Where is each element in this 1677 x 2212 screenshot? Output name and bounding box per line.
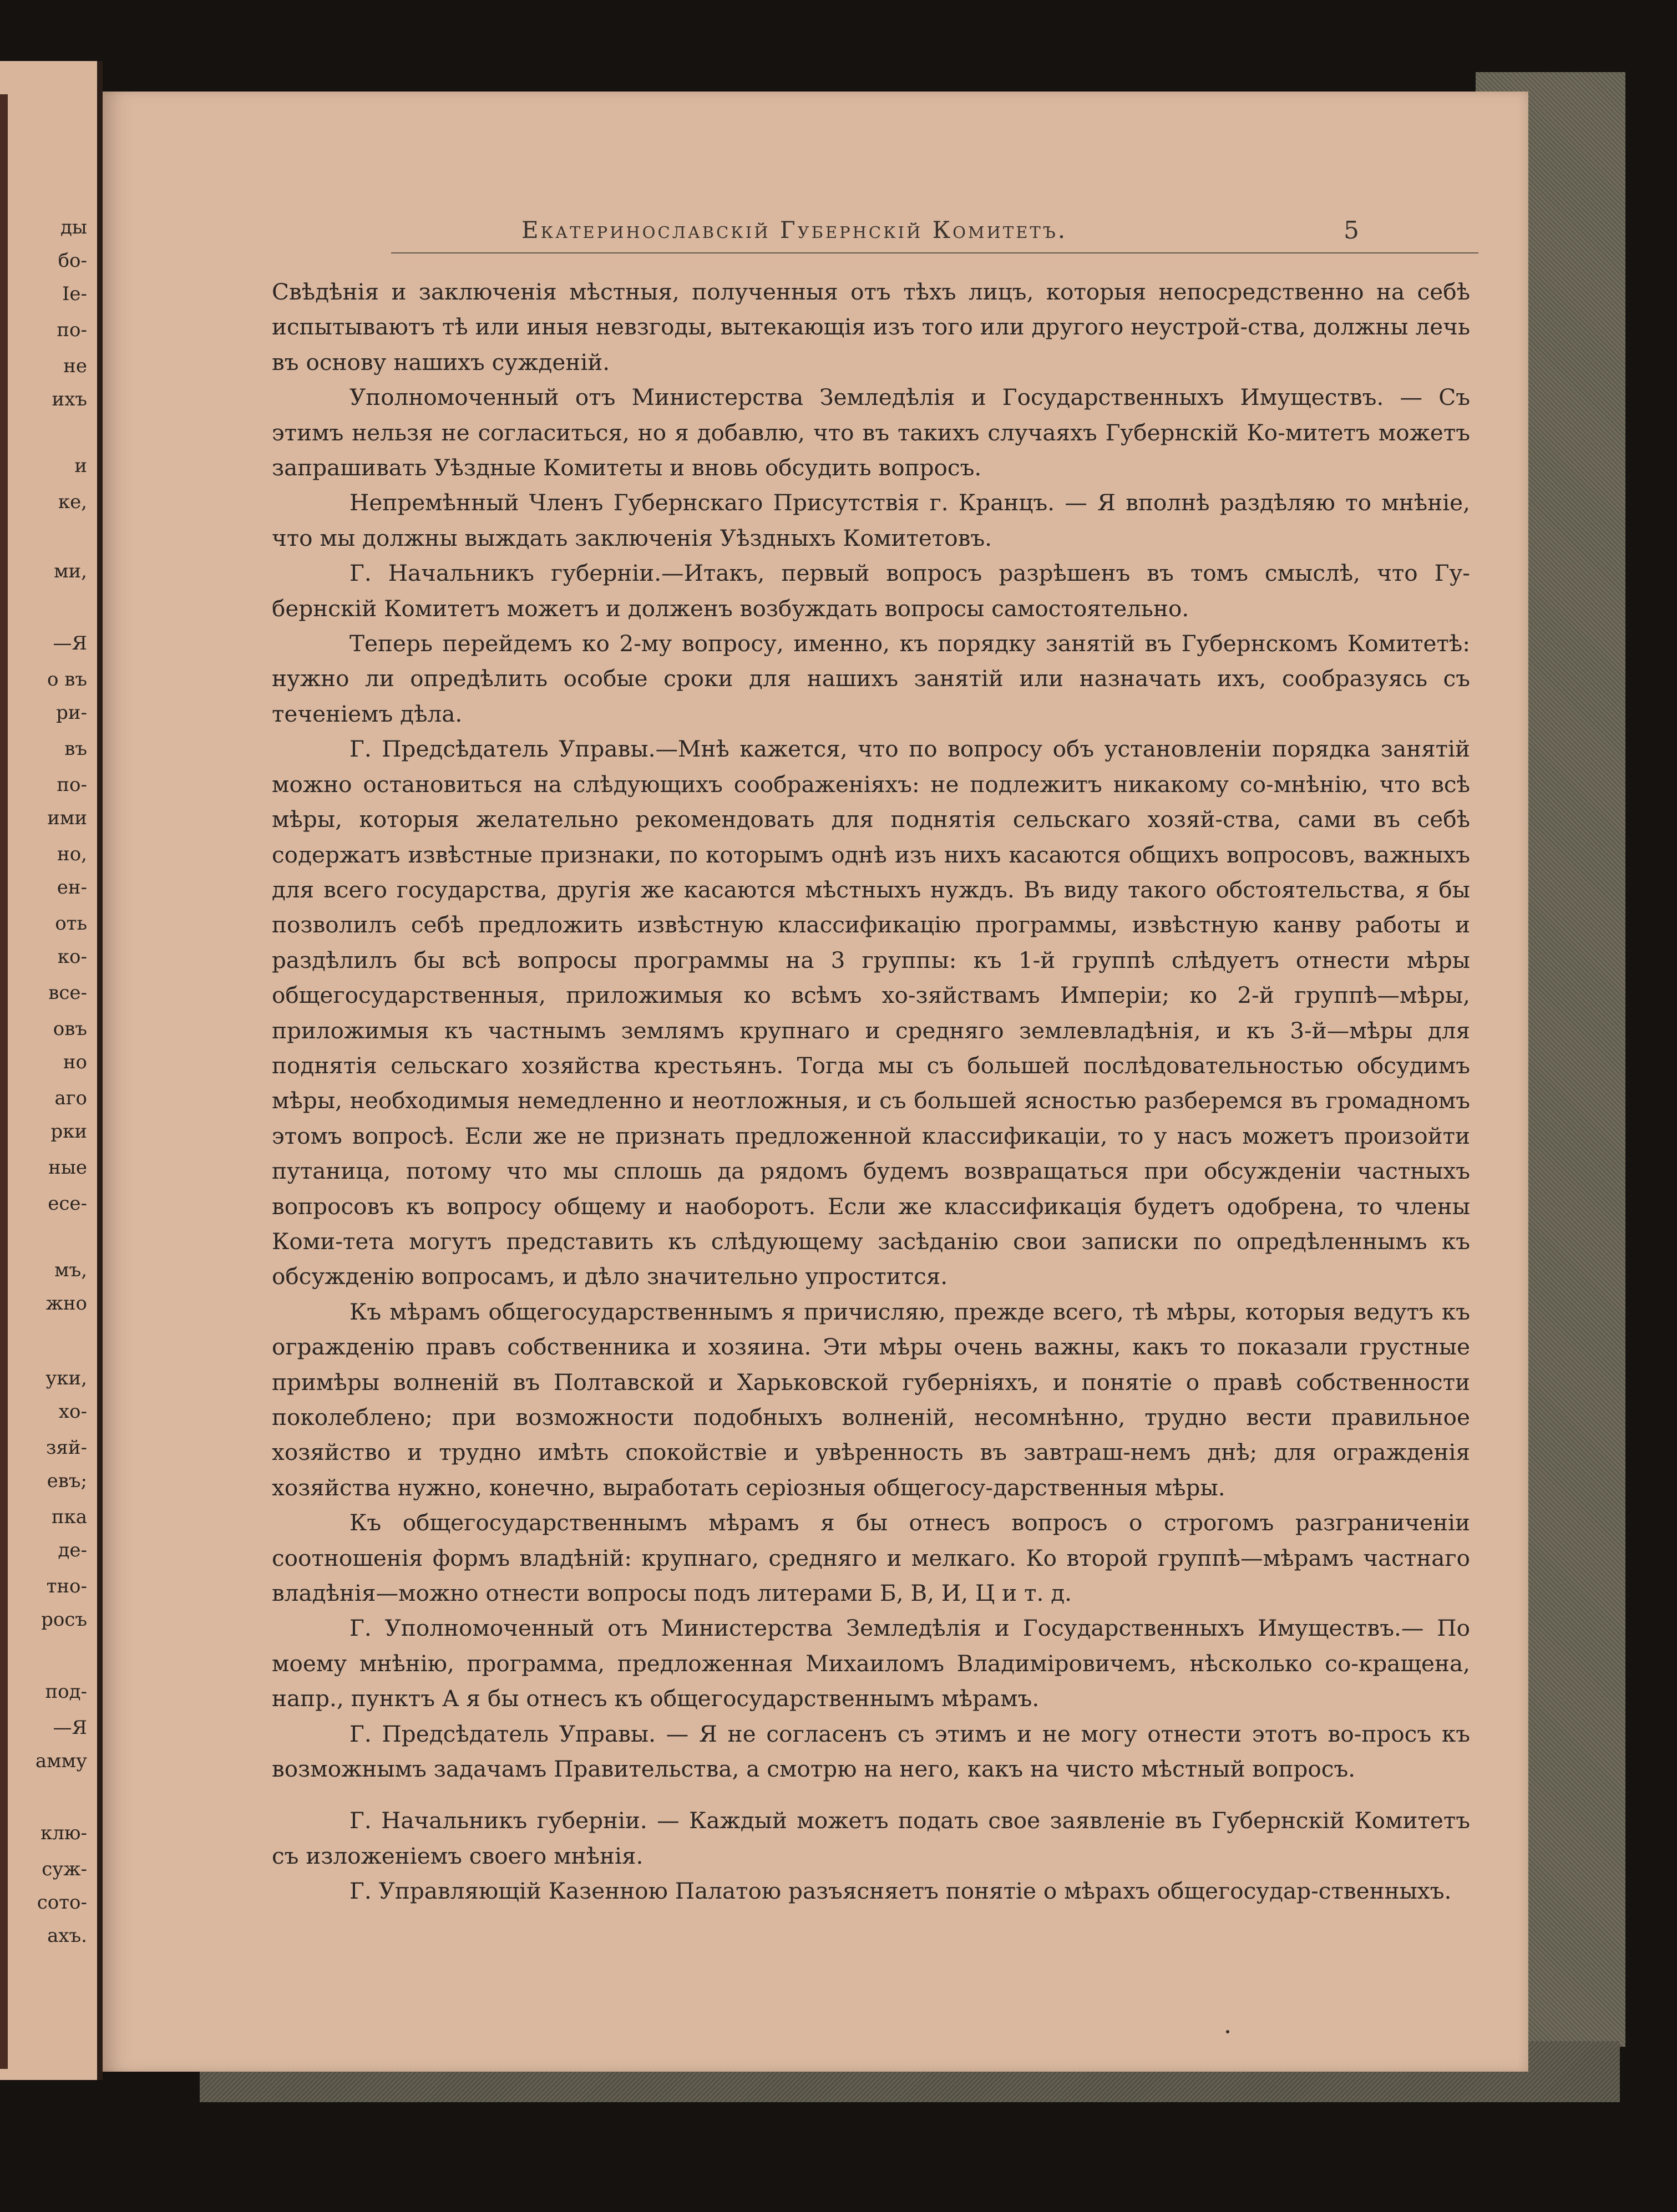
paragraph: Г. Начальникъ губерніи.—Итакъ, первый вопросъ разрѣшенъ въ томъ смыслѣ, что Гу-бернскій Комитетъ можетъ и долженъ возбуждать вопросы самостоятельно. [272,560,1470,622]
previous-page-fragment: сото- [37,1891,87,1914]
page-header [103,216,1528,250]
previous-page-fragment: хо- [58,1401,87,1423]
previous-page-fragment: ихъ [52,388,87,410]
paragraph: Свѣдѣнія и заключенія мѣстныя, полученныя отъ тѣхъ лицъ, которыя непосредственно на себѣ испытываютъ тѣ или иныя невзгоды, вытекающія изъ того или другого неустрой-ства, должны лечь въ основу нашихъ сужденій. [272,278,1470,376]
ink-speck [1226,2030,1229,2033]
previous-page-fragment: ко- [57,946,87,968]
previous-page-fragment: зяй- [45,1437,87,1459]
previous-page-fragment: —Я [53,632,87,655]
running-title: Екатеринославскій Губернскій Комитетъ. [521,216,1068,243]
previous-page-sliver [0,61,103,2080]
paragraph: Къ мѣрамъ общегосударственнымъ я причисляю, прежде всего, тѣ мѣры, которыя ведутъ къ огражденію правъ собственника и хозяина. Эти мѣры очень важны, какъ то показали грустные примѣры волненій въ Полтавской и Харьковской губерніяхъ, и понятіе о правѣ собственности поколеблено; при возможности подобныхъ волненій, несомнѣнно, трудно вести правильное хозяйство и трудно имѣть спокойствіе и увѣренность въ завтраш-немъ днѣ; для огражденія хозяйства нужно, конечно, выработать серіозныя общегосу-дарственныя мѣры. [272,1298,1470,1501]
previous-page-fragment: Ie- [62,283,87,305]
paragraph: Г. Управляющій Казенною Палатою разъясняетъ понятіе о мѣрахъ общегосудар-ственныхъ. [349,1878,1452,1905]
previous-page-fragment: ри- [56,702,87,724]
previous-page-fragment: ми, [54,560,87,582]
header-rule [391,252,1478,253]
previous-page-fragment: ен- [57,876,87,899]
previous-page-fragment: ке, [58,491,87,513]
previous-page-fragment: и [74,455,87,477]
previous-page-fragment: есе- [48,1193,87,1215]
body-text [272,275,1470,1909]
previous-page-fragment: овъ [53,1018,87,1040]
previous-page-fragment: мъ, [54,1259,87,1281]
previous-page-fragment: ахъ. [47,1925,87,1947]
previous-page-fragment: уки, [45,1367,87,1389]
previous-page-fragment: все- [48,982,87,1004]
previous-page-fragment: —Я [53,1717,87,1739]
previous-page-fragment: но [63,1051,87,1073]
previous-page-fragment: ные [48,1156,87,1179]
paragraph: Г. Предсѣдатель Управы. — Я не согласенъ съ этимъ и не могу отнести этотъ во-просъ къ возможнымъ задачамъ Правительства, а смотрю на него, какъ на чисто мѣстный вопросъ. [272,1720,1470,1783]
paragraph: Къ общегосударственнымъ мѣрамъ я бы отнесъ вопросъ о строгомъ разграниченіи соотношенія формъ владѣній: крупнаго, средняго и мелкаго. Ко второй группѣ—мѣрамъ частнаго владѣнія—можно отнести вопросы подъ литерами Б, В, И, Ц и т. д. [272,1509,1470,1607]
document-page [103,92,1528,2072]
previous-page-fragment: суж- [42,1858,87,1880]
previous-page-fragment: клю- [40,1822,87,1844]
previous-page-fragment: ими [47,807,87,829]
page-number: 5 [1344,216,1359,245]
previous-page-fragment: тно- [46,1575,87,1597]
previous-page-fragment: не [63,355,87,377]
paragraph: Теперь перейдемъ ко 2-му вопросу, именно, къ порядку занятій въ Губернскомъ Комитетѣ: нужно ли опредѣлить особые сроки для нашихъ занятій или назначать ихъ, сообразуясь съ теченіемъ дѣла. [272,630,1470,727]
paragraph: Уполномоченный отъ Министерства Земледѣлія и Государственныхъ Имуществъ. — Съ этимъ нельзя не согласиться, но я добавлю, что въ такихъ случаяхъ Губернскій Ко-митетъ можетъ запрашивать Уѣздные Комитеты и вновь обсудить вопросъ. [272,384,1470,481]
previous-page-fragment: оть [55,912,87,935]
previous-page-fragment: но, [57,843,87,865]
previous-page-fragment: по- [57,319,87,341]
previous-page-fragment: росъ [41,1609,87,1631]
paragraph: Непремѣнный Членъ Губернскаго Присутствія г. Кранцъ. — Я вполнѣ раздѣляю то мнѣніе, что мы должны выждать заключенія Уѣздныхъ Комитетовъ. [272,489,1470,551]
previous-page-fragment: под- [45,1681,87,1703]
previous-page-fragment: въ [64,738,87,760]
previous-page-fragment: ды [60,216,87,239]
previous-page-fragment: жно [45,1292,87,1315]
previous-page-fragment: рки [50,1120,87,1143]
paragraph: Г. Уполномоченный отъ Министерства Земледѣлія и Государственныхъ Имуществъ.— По моему мнѣнію, программа, предложенная Михаиломъ Владиміровичемъ, нѣсколько со-кращена, напр., пунктъ А я бы отнесъ къ общегосударственнымъ мѣрамъ. [272,1615,1470,1712]
binding-spine [0,94,8,2069]
previous-page-fragment: аго [54,1087,87,1109]
previous-page-fragment: пка [51,1506,87,1528]
previous-page-fragment: амму [35,1750,87,1772]
previous-page-fragment: евъ; [47,1470,87,1492]
previous-page-fragment: де- [58,1539,87,1561]
previous-page-fragment: бо- [58,250,87,272]
paragraph: Г. Начальникъ губерніи. — Каждый можетъ подать свое заявленіе въ Губернскій Комитетъ съ изложеніемъ своего мнѣнія. [272,1807,1470,1869]
paragraph: Г. Предсѣдатель Управы.—Мнѣ кажется, что по вопросу объ установленіи порядка занятій можно остановиться на слѣдующихъ соображеніяхъ: не подлежитъ никакому со-мнѣнію, что всѣ мѣры, которыя желательно рекомендовать для поднятія сельскаго хозяй-ства, сами въ себѣ содержатъ извѣстные признаки, по которымъ однѣ изъ нихъ касаются общихъ вопросовъ, важныхъ для всего государства, другія же касаются мѣстныхъ нуждъ. Въ виду такого обстоятельства, я бы позволилъ себѣ предложить извѣстную классификацію программы, извѣстную канву работы и раздѣлилъ бы всѣ вопросы программы на 3 группы: къ 1-й группѣ слѣдуетъ отнести мѣры общегосударственныя, приложимыя ко всѣмъ хо-зяйствамъ Имперіи; ко 2-й группѣ—мѣры, приложимыя къ частнымъ землямъ крупнаго и средняго землевладѣнія, и къ 3-й—мѣры для поднятія сельскаго хозяйства крестьянъ. Тогда мы съ большей послѣдовательностью обсудимъ мѣры, необходимыя немедленно и неотложныя, и съ большей ясностью разберемся въ громадномъ этомъ вопросѣ. Если же не признать предложенной классификаціи, то у насъ можетъ произойти путаница, потому что мы сплошь да рядомъ будемъ возвращаться при обсужденіи частныхъ вопросовъ къ вопросу общему и наоборотъ. Если же классификація будетъ одобрена, то члены Коми-тета могутъ представить къ слѣдующему засѣданію свои записки по опредѣленнымъ къ обсужденію вопросамъ, и дѣло значительно упростится. [272,735,1470,1290]
previous-page-fragment: по- [57,774,87,796]
previous-page-fragment: о въ [47,668,87,691]
